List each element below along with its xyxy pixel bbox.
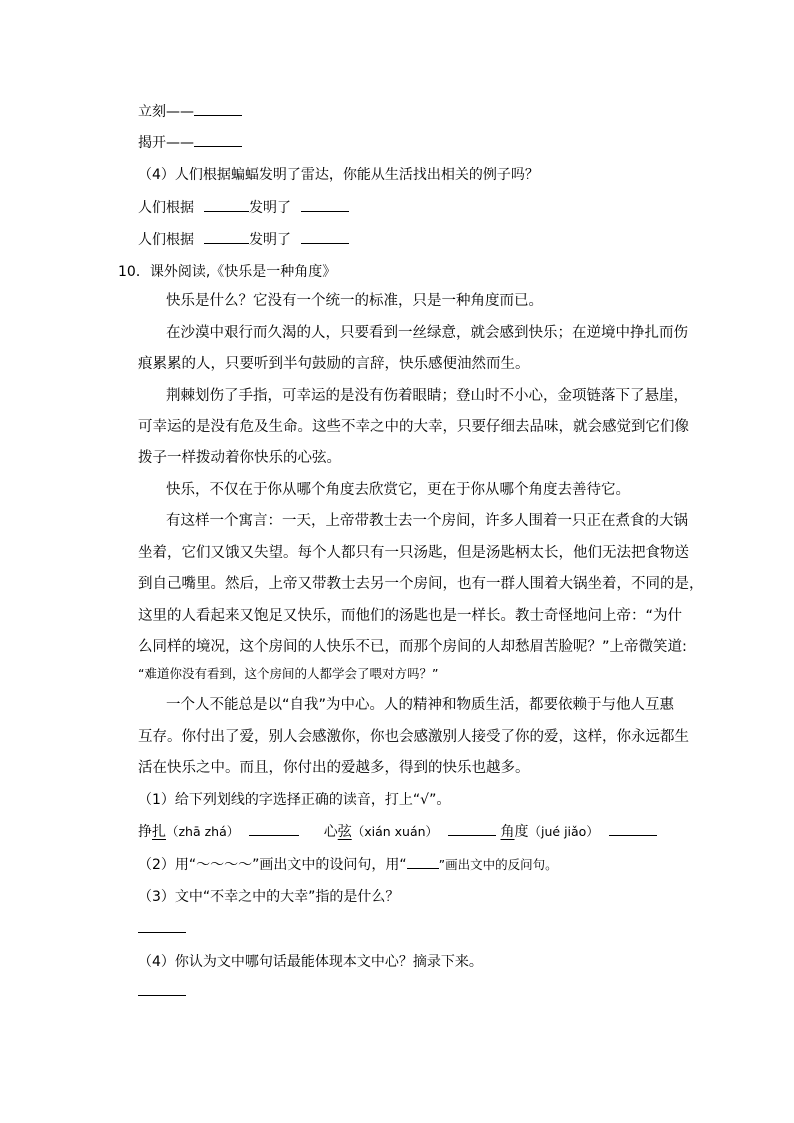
word-角度: 角度 [500, 824, 529, 840]
underline-sample [407, 856, 439, 869]
passage-p4: 快乐，不仅在于你从哪个角度去欣赏它，更在于你从哪个角度去善待它。 [166, 482, 630, 498]
question-9-4: （4）人们根据蝙蝠发明了雷达，你能从生活找出相关的例子吗？ [138, 167, 539, 183]
answer-blank[interactable] [138, 983, 186, 996]
subquestion-3: （3）文中“不幸之中的大幸”指的是什么？ [138, 889, 400, 905]
pinyin-choice-row: 挣扎（zhā zhá） 心弦（xián xuán） 角度（jué jiǎo） [138, 823, 657, 841]
answer-blank[interactable] [609, 823, 657, 836]
passage-p3a: 荆棘划伤了手指，可幸运的是没有伤着眼睛；登山时不小心，金项链落下了悬崖， [166, 388, 688, 404]
example-line-2: 人们根据 发明了 [138, 231, 349, 249]
answer-line-4 [138, 983, 186, 1001]
passage-p3b: 可幸运的是没有危及生命。这些不幸之中的大幸，只要仔细去品味，就会感觉到它们像 [138, 419, 689, 435]
passage-p5e: 么同样的境况，这个房间的人快乐不已，而那个房间的人却愁眉苦脸呢？”上帝微笑道: [138, 639, 687, 655]
answer-line-3 [138, 920, 186, 938]
answer-blank[interactable] [194, 134, 242, 147]
passage-p5f: “难道你没有看到，这个房间的人都学会了喂对方吗？” [138, 666, 439, 681]
answer-blank[interactable] [301, 199, 349, 212]
answer-blank[interactable] [138, 920, 186, 933]
passage-p1: 快乐是什么？它没有一个统一的标准，只是一种角度而已。 [166, 293, 543, 309]
answer-line-立刻: 立刻—— [138, 103, 242, 121]
subquestion-2: （2）用“～～～～”画出文中的设问句，用“ ”画出文中的反问句。 [138, 857, 558, 873]
passage-p5b: 坐着，它们又饿又失望。每个人都只有一只汤匙，但是汤匙柄太长，他们无法把食物送 [138, 545, 689, 561]
passage-p5a: 有这样一个寓言：一天，上帝带教士去一个房间，许多人围着一只正在煮食的大锅 [166, 513, 688, 529]
passage-p6b: 互存。你付出了爱，别人会感激你，你也会感激别人接受了你的爱，这样，你永远都生 [138, 729, 689, 745]
answer-blank[interactable] [204, 199, 249, 212]
subquestion-1: （1）给下列划线的字选择正确的读音，打上“√”。 [138, 792, 451, 808]
answer-line-揭开: 揭开—— [138, 134, 242, 152]
answer-blank[interactable] [194, 103, 242, 116]
question-10-title: 10．课外阅读,《快乐是一种角度》 [118, 264, 337, 280]
word-挣扎: 挣扎 [138, 824, 166, 840]
answer-blank[interactable] [301, 231, 349, 244]
example-line-1: 人们根据 发明了 [138, 199, 349, 217]
passage-p3c: 拨子一样拨动着你快乐的心弦。 [138, 450, 341, 466]
passage-p2a: 在沙漠中艰行而久渴的人，只要看到一丝绿意，就会感到快乐；在逆境中挣扎而伤 [166, 325, 688, 341]
answer-blank[interactable] [204, 231, 249, 244]
passage-p2b: 痕累累的人，只要听到半句鼓励的言辞，快乐感便油然而生。 [138, 356, 530, 372]
passage-p6a: 一个人不能总是以“自我”为中心。人的精神和物质生活，都要依赖于与他人互惠 [166, 697, 675, 713]
answer-blank[interactable] [249, 823, 299, 836]
subquestion-4: （4）你认为文中哪句话最能体现本文中心？摘录下来。 [138, 954, 483, 970]
answer-blank[interactable] [448, 823, 496, 836]
passage-p5d: 这里的人看起来又饱足又快乐，而他们的汤匙也是一样长。教士奇怪地问上帝：“为什 [138, 608, 683, 624]
passage-p6c: 活在快乐之中。而且，你付出的爱越多，得到的快乐也越多。 [138, 760, 530, 776]
word-心弦: 心弦 [323, 824, 352, 840]
passage-p5c: 到自己嘴里。然后，上帝又带教士去另一个房间，也有一群人围着大锅坐着，不同的是， [138, 576, 704, 592]
